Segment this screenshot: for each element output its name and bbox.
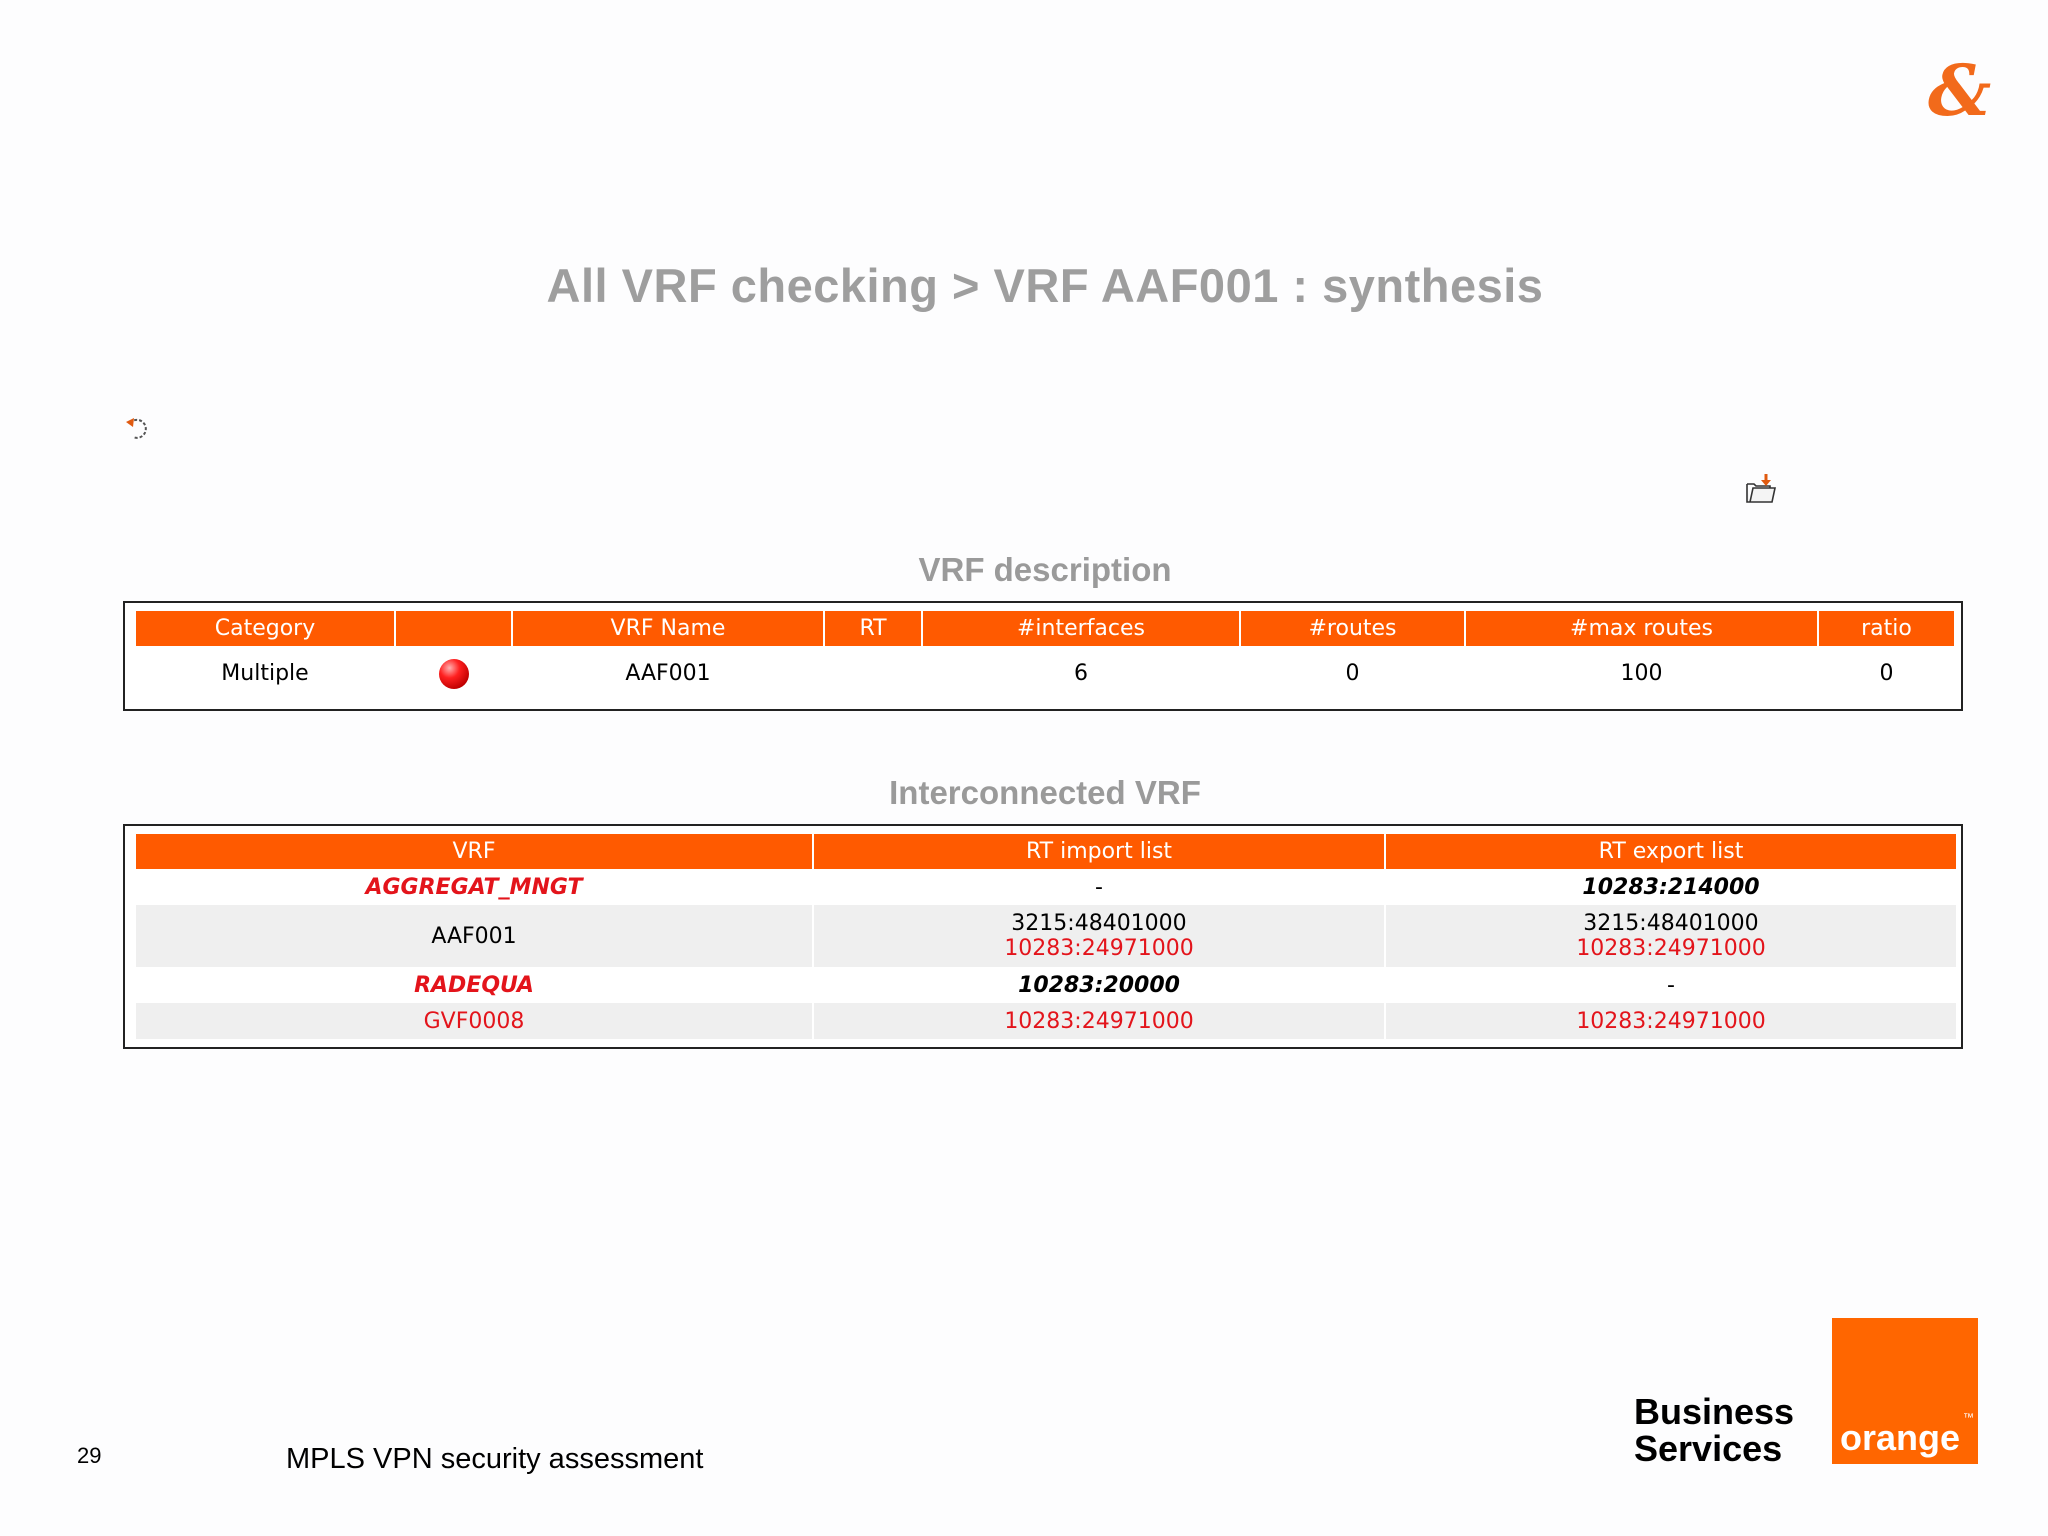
col-rt: RT	[825, 611, 921, 646]
col-max-routes: #max routes	[1466, 611, 1817, 646]
brand-line-1: Business	[1634, 1391, 1795, 1432]
vrf-link[interactable]: RADEQUA	[414, 972, 534, 998]
rt-cell	[825, 646, 921, 701]
footer-title: MPLS VPN security assessment	[286, 1443, 704, 1475]
table-row	[136, 646, 1954, 701]
interconnected-header	[136, 834, 1956, 869]
vrf-link[interactable]: AGGREGAT_MNGT	[365, 874, 583, 900]
rt-value-highlighted: 10283:24971000	[1004, 936, 1194, 961]
col-vrf: VRF	[136, 834, 812, 869]
rt-import-cell: 10283:24971000	[814, 1003, 1384, 1039]
page-title: All VRF checking > VRF AAF001 : synthesis	[546, 259, 1544, 312]
business-services-label	[1634, 1393, 1794, 1467]
rt-import-cell: 10283:20000	[1018, 972, 1180, 998]
rt-import-cell	[814, 905, 1384, 967]
brand-ampersand-logo: &	[1928, 49, 1992, 132]
col-rt-export: RT export list	[1386, 834, 1956, 869]
status-red-dot-icon	[439, 659, 469, 689]
rt-import-cell: -	[1095, 874, 1103, 900]
ratio-cell: 0	[1879, 661, 1894, 686]
rt-export-cell: 10283:214000	[1582, 874, 1760, 900]
table-row	[136, 1003, 1956, 1039]
max-routes-cell: 100	[1620, 661, 1663, 686]
orange-logo-word: orange	[1840, 1417, 1961, 1458]
rt-export-cell	[1386, 905, 1956, 967]
status-cell	[396, 646, 511, 701]
vrf-description-title: VRF description	[918, 551, 1172, 588]
rt-export-cell: 10283:24971000	[1386, 1003, 1956, 1039]
vrf-name-cell: AAF001	[625, 661, 711, 686]
routes-cell: 0	[1345, 661, 1360, 686]
rt-value-highlighted: 10283:24971000	[1576, 936, 1766, 961]
vrf-cell: GVF0008	[136, 1003, 812, 1039]
trademark-mark: ™	[1963, 1412, 1974, 1424]
interconnected-vrf-title: Interconnected VRF	[889, 774, 1201, 811]
category-cell: Multiple	[221, 661, 309, 686]
rt-value: 3215:48401000	[1011, 911, 1187, 936]
table-row	[136, 967, 1956, 1003]
col-routes: #routes	[1241, 611, 1464, 646]
col-status	[396, 611, 511, 646]
table-row	[136, 905, 1956, 967]
interconnected-vrf-table	[123, 824, 1963, 1049]
col-interfaces: #interfaces	[923, 611, 1239, 646]
rt-export-cell: -	[1667, 972, 1675, 998]
interfaces-cell: 6	[1074, 661, 1088, 686]
vrf-description-header	[136, 611, 1954, 646]
orange-logo	[1832, 1318, 1978, 1464]
col-rt-import: RT import list	[814, 834, 1384, 869]
rt-value: 3215:48401000	[1583, 911, 1759, 936]
col-vrf-name: VRF Name	[513, 611, 823, 646]
col-ratio: ratio	[1819, 611, 1954, 646]
table-row	[136, 869, 1956, 905]
page-number: 29	[77, 1443, 102, 1468]
refresh-icon[interactable]	[124, 414, 152, 442]
vrf-description-table	[123, 601, 1963, 711]
col-category: Category	[136, 611, 394, 646]
export-folder-icon[interactable]	[1744, 472, 1778, 506]
vrf-cell: AAF001	[136, 905, 812, 967]
brand-line-2: Services	[1634, 1428, 1783, 1469]
